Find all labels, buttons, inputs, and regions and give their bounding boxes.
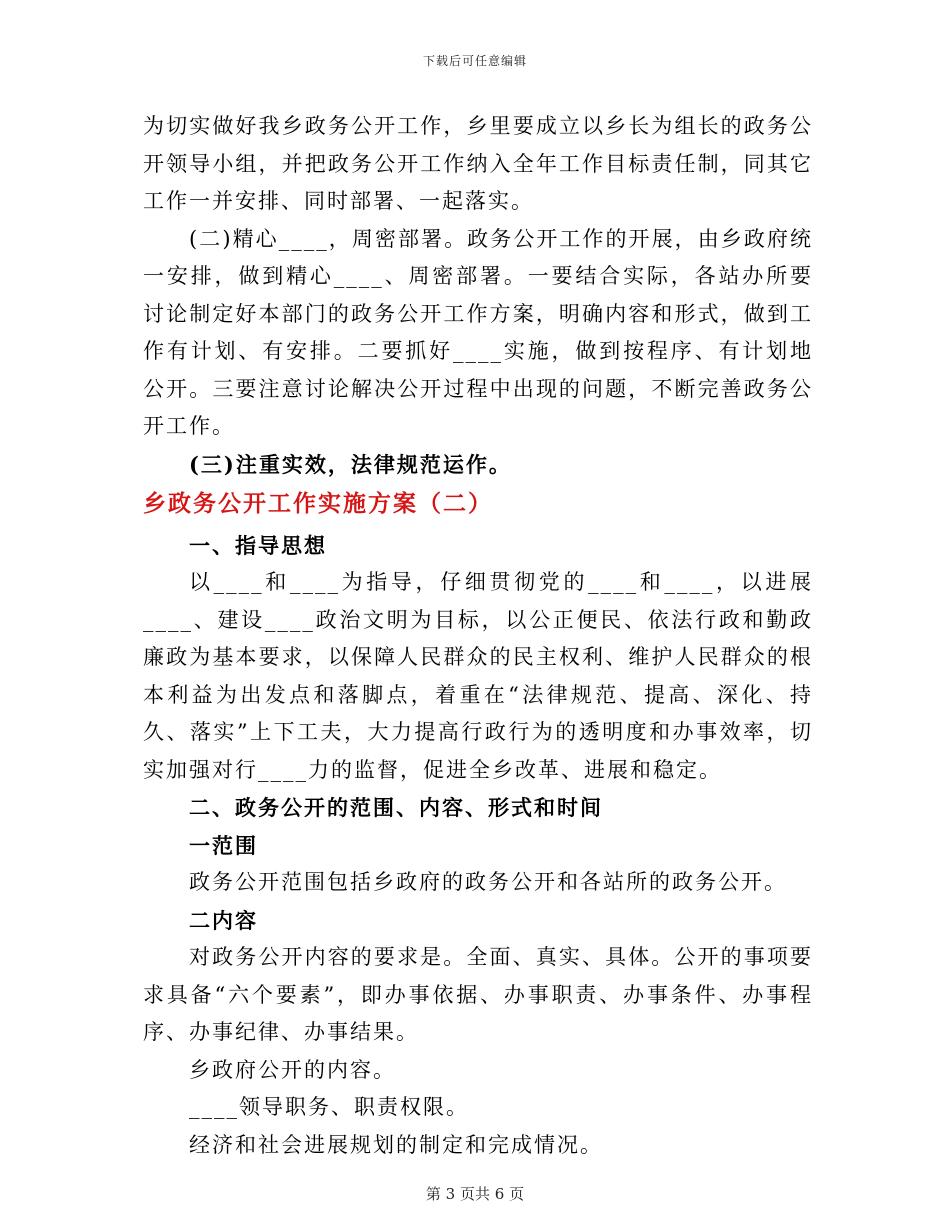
- heading-content: 二内容: [189, 907, 258, 933]
- section-heading-3: (三)注重实效，法律规范运作。: [189, 451, 512, 477]
- paragraph-leadership: ____领导职务、职责权限。: [189, 1095, 469, 1119]
- paragraph-town-content: 乡政府公开的内容。: [189, 1057, 396, 1082]
- heading-scope-content: 二、政务公开的范围、内容、形式和时间: [189, 795, 603, 820]
- paragraph-2: (二)精心____，周密部署。政务公开工作的开展，由乡政府统一安排，做到精心____、周密部署。一要结合实际，各站办所要讨论制定好本部门的政务公开工作方案，明确内容和形式，做到工作有计划、有安排。二要抓好____实施，做到按程序、有计划地公开。三要注意讨论解决公开过程中出现的问题，不断完善政务公开工作。: [143, 226, 813, 438]
- page-header: 下载后可任意编辑: [422, 54, 527, 68]
- paragraph-content: 对政务公开内容的要求是。全面、真实、具体。公开的事项要求具备“六个要素”，即办事依据、办事职责、办事条件、办事程序、办事纪律、办事结果。: [143, 945, 813, 1044]
- heading-scope: 一范围: [189, 832, 258, 858]
- document-title: 乡政务公开工作实施方案（二）: [143, 490, 493, 517]
- paragraph-scope: 政务公开范围包括乡政府的政务公开和各站所的政务公开。: [189, 870, 787, 894]
- page-footer: 第 3 页共 6 页: [425, 1185, 525, 1203]
- paragraph-planning: 经济和社会进展规划的制定和完成情况。: [189, 1132, 603, 1157]
- heading-guiding-ideology: 一、指导思想: [189, 532, 327, 558]
- document-body: [143, 108, 813, 1164]
- paragraph-1: 为切实做好我乡政务公开工作，乡里要成立以乡长为组长的政务公开领导小组，并把政务公开工作纳入全年工作目标责任制，同其它工作一并安排、同时部署、一起落实。: [143, 114, 813, 213]
- paragraph-guiding-ideology: 以____和____为指导，仔细贯彻党的____和____，以进展____、建设____政治文明为目标，以公正便民、依法行政和勤政廉政为基本要求，以保障人民群众的民主权利、维护人民群众的根本利益为出发点和落脚点，着重在“法律规范、提高、深化、持久、落实”上下工夫，大力提高行政行为的透明度和办事效率，切实加强对行____力的监督，促进全乡改革、进展和稳定。: [143, 570, 813, 782]
